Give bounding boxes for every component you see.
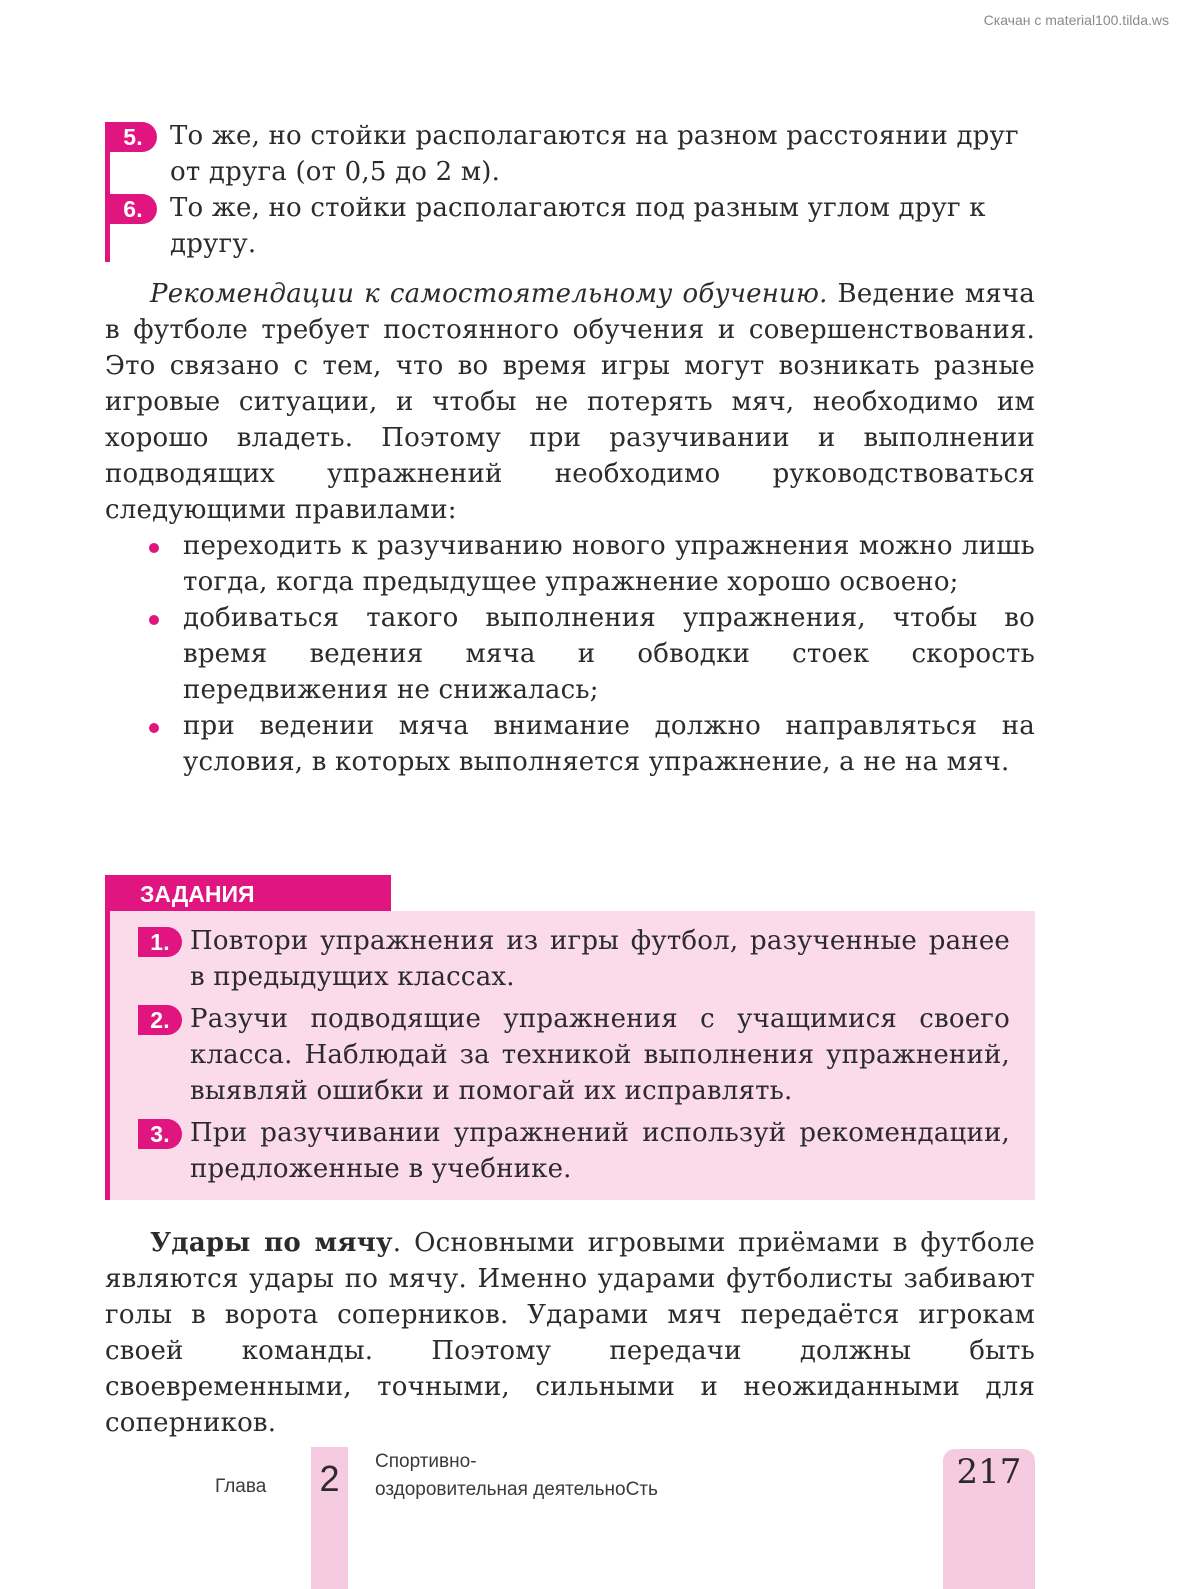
task-text: Разучи подводящие упражнения с учащимися своего класса. Наблюдай за техникой выполнения упражнений, выявляй ошибки и помогай их исправлять. (190, 1004, 1010, 1106)
recommendations-text: Ведение мяча в футболе требует постоянного обучения и совершенствования. Это связано с тем, что во время игры могут возникать разные игровые ситуации, и чтобы не потерять мяч, необходимо им хорошо владеть. Поэтому при разучивании и выполнении подводящих упражнений необходимо руководствоваться следующими правилами: (105, 279, 1035, 525)
task-number-badge: 2. (138, 1005, 182, 1035)
list-item (105, 528, 1035, 600)
list-item (105, 118, 1035, 190)
item-number-badge: 6. (109, 194, 157, 224)
chapter-number: 2 (319, 1458, 340, 1499)
task-item (110, 1001, 1010, 1109)
task-item (110, 1115, 1010, 1187)
bullet-icon (149, 723, 159, 733)
task-text: Повтори упражнения из игры футбол, разученные ранее в предыдущих классах. (190, 926, 1010, 992)
task-number-badge: 1. (138, 927, 182, 957)
watermark: Скачан с material100.tilda.ws (983, 12, 1169, 28)
task-number-badge: 3. (138, 1119, 182, 1149)
item-number-badge: 5. (109, 122, 157, 152)
list-item-text: при ведении мяча внимание должно направляться на условия, в которых выполняется упражнение, а не на мяч. (183, 711, 1035, 777)
chapter-title-line1: Спортивно- (375, 1451, 477, 1472)
bullet-icon (149, 543, 159, 553)
recommendations-paragraph (105, 276, 1035, 528)
task-text: При разучивании упражнений используй рекомендации, предложенные в учебнике. (190, 1118, 1010, 1184)
list-item (105, 190, 1035, 262)
list-item (105, 600, 1035, 708)
bullet-icon (149, 615, 159, 625)
list-item-text: То же, но стойки располагаются на разном расстоянии друг от друга (от 0,5 до 2 м). (170, 121, 1019, 187)
tasks-box (105, 911, 1035, 1200)
numbered-list (105, 118, 1035, 262)
list-item-text: То же, но стойки располагаются под разным углом друг к другу. (170, 193, 986, 259)
kicks-text: . Основными игровыми приёмами в футболе являются удары по мячу. Именно ударами футболисты забивают голы в ворота соперников. Ударами мяч передаётся игрокам своей команды. Поэтому передачи должны быть своевременными, точными, сильными и неожиданными для соперников. (105, 1228, 1035, 1438)
page-number: 217 (956, 1452, 1022, 1492)
kicks-paragraph (105, 1225, 1035, 1441)
list-item-text: добиваться такого выполнения упражнения, чтобы во время ведения мяча и обводки стоек скорость передвижения не снижалась; (183, 603, 1035, 705)
recommendations-lead: Рекомендации к самостоятельному обучению. (150, 279, 828, 309)
list-item (105, 708, 1035, 780)
rules-list (105, 528, 1035, 780)
kicks-lead: Удары по мячу (150, 1228, 393, 1258)
chapter-title-line2: оздоровительная деятельноСть (375, 1479, 658, 1500)
task-item (110, 923, 1010, 995)
list-item-text: переходить к разучиванию нового упражнения можно лишь тогда, когда предыдущее упражнение хорошо освоено; (183, 531, 1035, 597)
chapter-title (375, 1448, 658, 1504)
tasks-header: ЗАДАНИЯ (105, 875, 391, 911)
chapter-label: Глава (215, 1476, 267, 1497)
